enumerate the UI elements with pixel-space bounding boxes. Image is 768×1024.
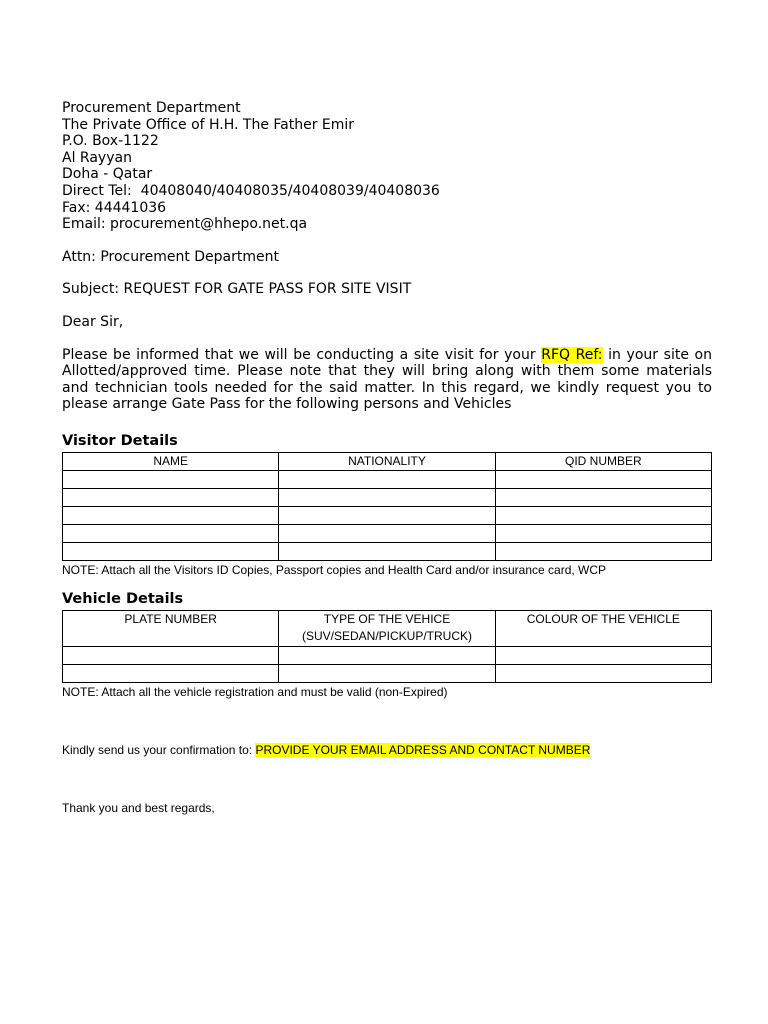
- address-line: P.O. Box-1122: [62, 133, 159, 150]
- body-text: Please be informed that we will be conducting a site visit for your: [62, 346, 542, 363]
- table-cell[interactable]: [63, 470, 279, 488]
- attention-line: Attn: Procurement Department: [62, 248, 279, 265]
- table-cell[interactable]: [495, 488, 711, 506]
- vehicle-note: NOTE: Attach all the vehicle registration and must be valid (non-Expired): [62, 684, 448, 699]
- subject-line: Subject: REQUEST FOR GATE PASS FOR SITE VISIT: [62, 281, 412, 298]
- address-line: Doha - Qatar: [62, 166, 153, 183]
- type-header-line: (SUV/SEDAN/PICKUP/TRUCK): [301, 628, 472, 643]
- table-cell[interactable]: [495, 664, 711, 682]
- table-row: [63, 524, 712, 542]
- salutation: Dear Sir,: [62, 313, 124, 330]
- address-line: Procurement Department: [62, 100, 241, 116]
- table-cell[interactable]: [495, 542, 711, 560]
- table-row: [63, 646, 712, 664]
- table-cell[interactable]: [63, 524, 279, 542]
- closing-line: Thank you and best regards,: [62, 800, 215, 815]
- table-row: [63, 542, 712, 560]
- table-cell[interactable]: [279, 646, 495, 664]
- address-line: Direct Tel: 40408040/40408035/40408039/40408036: [62, 182, 440, 199]
- address-line: Fax: 44441036: [62, 199, 167, 216]
- letter: [62, 100, 712, 815]
- table-cell[interactable]: [495, 524, 711, 542]
- table-cell[interactable]: [279, 524, 495, 542]
- table-cell[interactable]: [279, 542, 495, 560]
- table-cell[interactable]: [495, 646, 711, 664]
- visitor-note: NOTE: Attach all the Visitors ID Copies, Passport copies and Health Card and/or insurance card, WCP: [62, 562, 607, 577]
- address-line: Al Rayyan: [62, 149, 132, 166]
- body-text: in your site on Allotted/approved time. Please note that they will bring along with them some materials and technician tools needed for the said matter. In this regard, we kindly request you to please arrange Gate Pass for the following persons and Vehicles: [62, 346, 712, 413]
- table-cell[interactable]: [495, 470, 711, 488]
- table-cell[interactable]: [279, 664, 495, 682]
- address-line: Email: procurement@hhepo.net.qa: [62, 216, 308, 233]
- table-cell[interactable]: [63, 646, 279, 664]
- recipient-address: [62, 100, 712, 233]
- visitor-table: [62, 452, 712, 561]
- table-cell[interactable]: [279, 470, 495, 488]
- table-cell[interactable]: [279, 488, 495, 506]
- address-line: The Private Office of H.H. The Father Emir: [62, 116, 355, 133]
- vehicle-table: [62, 610, 712, 683]
- type-header-line: TYPE OF THE VEHICE: [323, 611, 451, 626]
- table-header-row: [63, 610, 712, 646]
- table-row: [63, 506, 712, 524]
- contact-highlight: PROVIDE YOUR EMAIL ADDRESS AND CONTACT NUMBER: [255, 742, 591, 757]
- table-cell[interactable]: [279, 506, 495, 524]
- column-header-nationality: NATIONALITY: [279, 452, 495, 470]
- vehicle-details-title: Vehicle Details: [62, 590, 184, 607]
- column-header-type: [279, 610, 495, 646]
- column-header-name: NAME: [63, 452, 279, 470]
- table-row: [63, 664, 712, 682]
- table-row: [63, 488, 712, 506]
- confirmation-line: [62, 743, 712, 757]
- column-header-qid: QID NUMBER: [495, 452, 711, 470]
- confirmation-text: Kindly send us your confirmation to:: [62, 742, 256, 757]
- column-header-plate: PLATE NUMBER: [63, 610, 279, 646]
- body-paragraph: [62, 347, 712, 413]
- table-header-row: [63, 452, 712, 470]
- table-cell[interactable]: [63, 664, 279, 682]
- table-cell[interactable]: [63, 488, 279, 506]
- visitor-details-title: Visitor Details: [62, 432, 178, 449]
- rfq-ref-highlight: RFQ Ref:: [541, 346, 603, 363]
- table-cell[interactable]: [63, 542, 279, 560]
- table-cell[interactable]: [63, 506, 279, 524]
- table-cell[interactable]: [495, 506, 711, 524]
- column-header-colour: COLOUR OF THE VEHICLE: [495, 610, 711, 646]
- table-row: [63, 470, 712, 488]
